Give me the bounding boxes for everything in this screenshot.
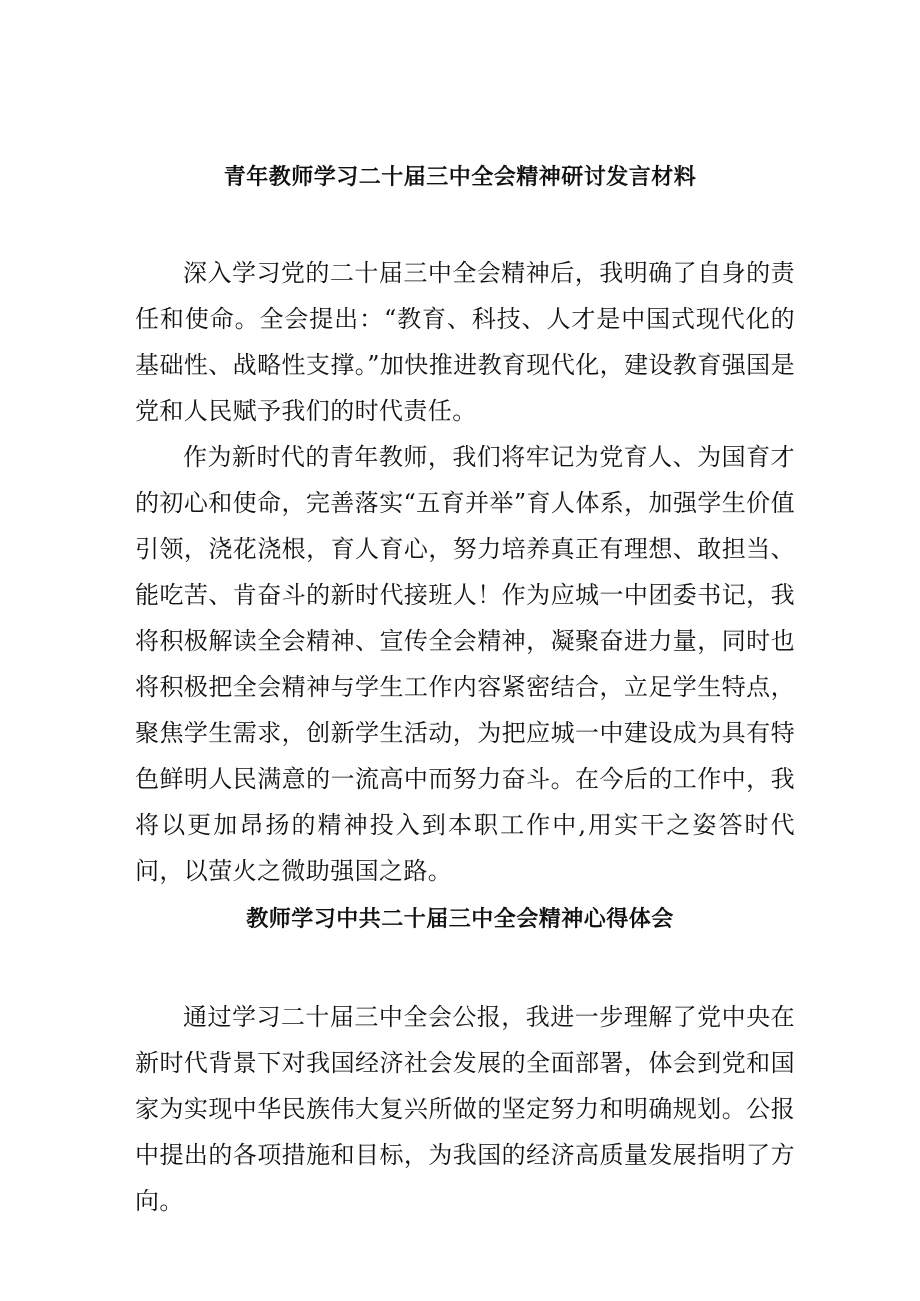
section-1-paragraph-2: 作为新时代的青年教师，我们将牢记为党育人、为国育才的初心和使命，完善落实“五育并举”育人体系，加强学生价值引领，浇花浇根，育人育心，努力培养真正有理想、敢担当、能吃苦、肯奋斗的新时代接班人！作为应城一中团委书记，我将积极解读全会精神、宣传全会精神，凝聚奋进力量，同时也将积极把全会精神与学生工作内容紧密结合，立足学生特点，聚焦学生需求，创新学生活动，为把应城一中建设成为具有特色鲜明人民满意的一流高中而努力奋斗。在今后的工作中，我将以更加昂扬的精神投入到本职工作中,用实干之姿答时代问，以萤火之微助强国之路。: [135, 443, 795, 885]
section-1-title: 青年教师学习二十届三中全会精神研讨发言材料: [223, 165, 697, 190]
section-2-paragraph-1: 通过学习二十届三中全会公报，我进一步理解了党中央在新时代背景下对我国经济社会发展的全面部署，体会到党和国家为实现中华民族伟大复兴所做的坚定努力和明确规划。公报中提出的各项措施和目标，为我国的经济高质量发展指明了方向。: [135, 1003, 795, 1215]
section-1-body: [135, 250, 795, 894]
section-2-body: [135, 994, 795, 1224]
section-2-title: 教师学习中共二十届三中全会精神心得体会: [246, 907, 674, 932]
section-1-paragraph-1: 深入学习党的二十届三中全会精神后，我明确了自身的责任和使命。全会提出：“教育、科技、人才是中国式现代化的基础性、战略性支撑。”加快推进教育现代化，建设教育强国是党和人民赋予我们的时代责任。: [135, 259, 795, 425]
